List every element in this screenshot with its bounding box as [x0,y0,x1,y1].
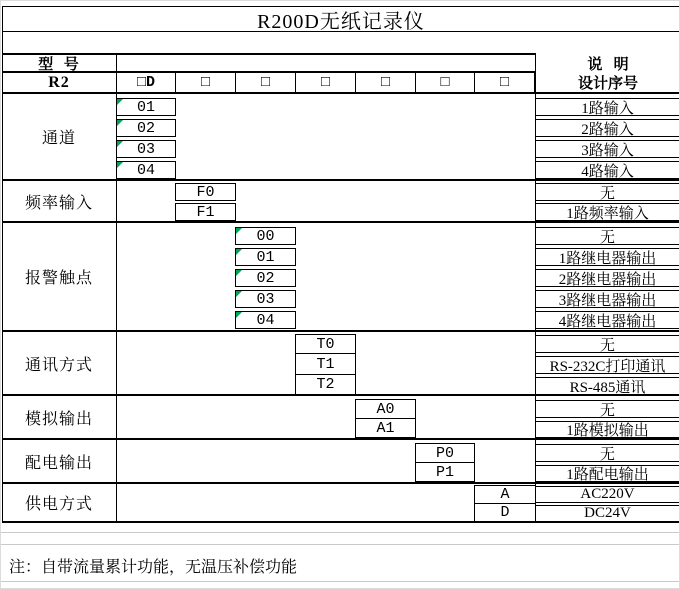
model-code-cell-5: □ [355,73,415,92]
group-label: 通讯方式 [2,332,117,394]
col-header-desc: 说 明 [535,53,680,73]
group-communication [2,332,680,396]
comment-marker-icon [236,270,242,276]
faint-gridline [1,544,680,545]
desc-cell: 无 [535,183,680,201]
group-alarm-contacts [2,223,680,332]
desc-cell: 4路输入 [535,161,680,179]
desc-cell: 1路输入 [535,98,680,116]
code-cell: 03 [235,290,296,308]
group-label: 频率输入 [2,181,117,221]
model-prefix-cell: R2 [2,73,117,92]
group-label: 报警触点 [2,223,117,330]
comment-marker-icon [236,312,242,318]
code-cell: T0 [295,334,356,354]
model-code-cell-1: □D [116,73,175,92]
code-cell: T2 [295,374,356,395]
comment-marker-icon [117,141,123,147]
desc-cell: 无 [535,335,680,353]
code-cell: T1 [295,353,356,375]
group-label: 模拟输出 [2,396,117,438]
group-frequency-input [2,181,680,223]
code-cell: 02 [235,269,296,287]
desc-cell: RS-485通讯 [535,377,680,395]
desc-cell: 3路输入 [535,140,680,158]
comment-marker-icon [236,249,242,255]
column-header-row [2,53,680,73]
code-cell: 00 [235,227,296,245]
desc-cell: 1路继电器输出 [535,248,680,266]
desc-cell: 1路配电输出 [535,465,680,482]
code-cell: 01 [235,248,296,266]
desc-cell: 无 [535,227,680,245]
desc-cell: AC220V [535,486,680,503]
comment-marker-icon [236,291,242,297]
code-cell: P0 [415,443,475,463]
page-title: R200D无纸记录仪 [2,6,680,32]
model-code-cell-2: □ [175,73,235,92]
desc-cell: 无 [535,444,680,462]
model-code-cell-3: □ [235,73,295,92]
footnote: 注：自带流量累计功能，无温压补偿功能 [9,558,298,576]
desc-cell: 1路模拟输出 [535,421,680,438]
desc-cell: 2路输入 [535,119,680,137]
code-cell: 02 [116,119,176,137]
model-code-cell-6: □ [415,73,474,92]
group-label: 通道 [2,94,117,179]
desc-cell: 3路继电器输出 [535,290,680,308]
comment-marker-icon [117,99,123,105]
code-cell: P1 [415,462,475,482]
comment-marker-icon [117,120,123,126]
group-channel [2,94,680,181]
spacer-row [2,32,680,53]
desc-cell: RS-232C打印通讯 [535,356,680,374]
code-cell: A [474,485,536,504]
col-header-model: 型 号 [2,55,117,71]
model-code-cell-7: □ [474,73,535,92]
faint-gridline [1,581,680,582]
desc-cell: 4路继电器输出 [535,311,680,329]
code-cell: F1 [175,203,236,221]
group-power-supply [2,484,680,523]
group-analog-output [2,396,680,440]
desc-cell: DC24V [535,505,680,522]
code-cell: 01 [116,98,176,116]
group-power-distribution-output [2,440,680,484]
faint-gridline [1,532,680,533]
code-cell: D [474,503,536,522]
group-label: 配电输出 [2,440,117,482]
comment-marker-icon [117,162,123,168]
code-cell: 04 [116,161,176,179]
code-cell: 04 [235,311,296,329]
comment-marker-icon [236,228,242,234]
code-cell: A1 [355,418,416,438]
desc-cell: 无 [535,400,680,418]
code-cell: F0 [175,183,236,201]
design-serial-cell: 设计序号 [535,73,680,92]
code-cell: A0 [355,399,416,419]
desc-cell: 2路继电器输出 [535,269,680,287]
group-label: 供电方式 [2,484,117,521]
desc-cell: 1路频率输入 [535,203,680,221]
model-code-cell-4: □ [295,73,355,92]
code-cell: 03 [116,140,176,158]
model-code-row [2,73,680,94]
